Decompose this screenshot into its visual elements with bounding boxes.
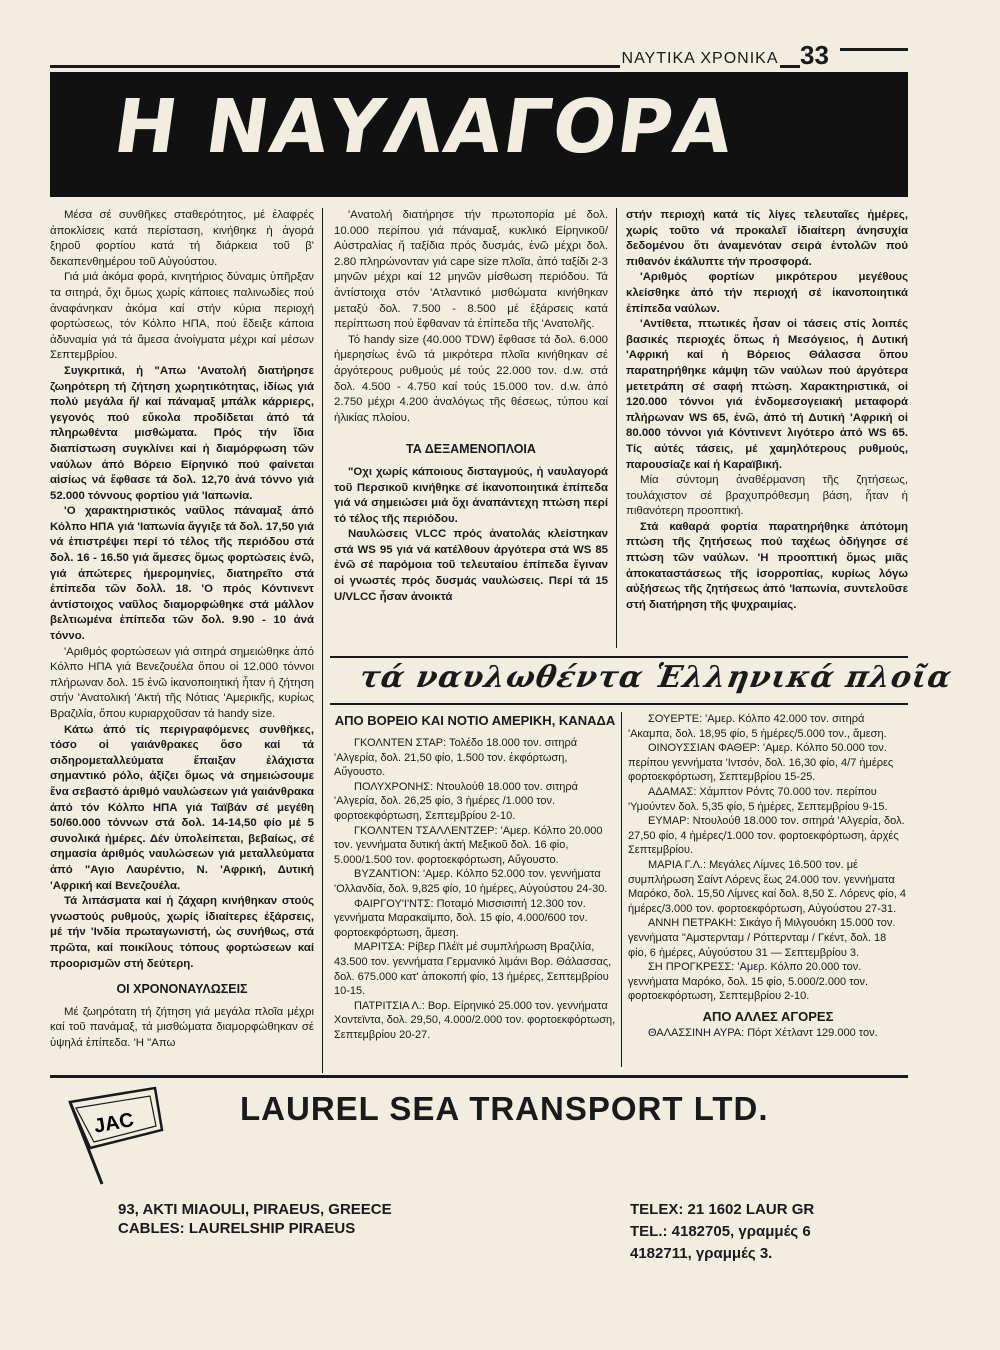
paragraph: στήν περιοχή κατά τίς λίγες τελευταῖες ἡμέρες, χωρίς τοῦτο νά προκαλεῖ ἰδιαίτερη ἀνησυχία δεδομένου ὅτι ἀναμενόταν σειρά ἐντολῶν πού πιθανόν ἐκάλυπτε τήν προσφορά. (626, 209, 908, 268)
column-divider (322, 208, 323, 1073)
ship-entry: ΑΔΑΜΑΣ: Χάμπτον Ρόντς 70.000 τον. περίπου 'Υμούντεν δολ. 5,35 φίο, 5 ἡμέρες, Σεπτεμβρίου 9-15. (628, 785, 888, 813)
ad-top-rule (50, 1075, 908, 1078)
paragraph: Μέσα σέ συνθῆκες σταθερότητος, μέ ἐλαφρές ἀποκλίσεις κατά περίσταση, κινήθηκε ἡ ἀγορά ξηροῦ φορτίου κατά τή διάρκεια τοῦ β' δεκαπενθημέρου τοῦ Αὐγούστου. (50, 209, 314, 268)
ad-telephone: TEL.: 4182705, γραμμές 6 (630, 1223, 811, 1240)
flag-label: JAC (92, 1109, 136, 1138)
ad-cables: CABLES: LAURELSHIP PIRAEUS (118, 1220, 356, 1237)
ship-entry: ΜΑΡΙΤΣΑ: Ρίβερ Πλέϊτ μέ συμπλήρωση Βραζιλία, 43.500 τον. γεννήματα Γερμανικό λιμάνι Βορ. Θάλασσας, δολ. 675.000 κατ' ἀποκοπή φίο, 13 ἡμέρες, Σεπτεμβρίου 10-15. (334, 941, 612, 998)
ad-telephone-2: 4182711, γραμμές 3. (630, 1245, 773, 1262)
paragraph: 'Ανατολή διατήρησε τήν πρωτοπορία μέ δολ. 10.000 περίπου γιά πάναμαξ, κυκλικό Είρηνικοῦ/ Αὐστραλίας ἤ ταξίδια πρός δυσμάς, ἐνῶ μέχρι δολ. 2.80 πληρώνονταν γιά cape size πλοῖα, ἀπό ταξίδι 2-3 μηνῶν μέχρι καί 12 μηνῶν μίσθωση περιόδου. Τά ἀντίστοιχα στόν 'Ατλαντικό μισθώματα κινήθηκαν μεταξύ δολ. 7.500 - 8.500 μέ ἐξάρσεις κατά περίπτωση πού ἔφθαναν τά ἐπίπεδα τῆς 'Ανατολῆς. (334, 209, 608, 331)
magazine-name: ΝΑΥΤΙΚΑ ΧΡΟΝΙΚΑ (621, 50, 779, 67)
paragraph: Τό handy size (40.000 TDW) ἔφθασε τά δολ. 6.000 ἡμερησίως ἐνῶ τά μικρότερα πλοῖα κινήθηκαν σέ ἀργότερους ρυθμούς μέ τούς 22.000 τον. d.w. στά δολ. 4.500 - 4.750 καί τούς 15.000 τον. d.w. ἀπό 2.750 μέχρι 4.200 ἀναλόγως τῆς θέσεως, τύπου καί ἡλικίας πλοίου. (334, 333, 608, 424)
ships-top-rule (330, 656, 908, 658)
paragraph: 'Αριθμός φορτώσεων γιά σιτηρά σημειώθηκε ἀπό Κόλπο ΗΠΑ γιά Βενεζουέλα ὅπου οἱ 12.000 τόννοι πλήρωναν δολ. 15 ἐνῶ ἱκανοποιητική ἦταν ἡ ζήτηση στήν 'Ανατολική 'Ακτή τῆς Νότιας 'Αμερικῆς, κυρίως Βραζιλία, ὅπου κυριαρχοῦσαν τά handy size. (50, 645, 314, 720)
paragraph: Μέ ζωηρότατη τή ζήτηση γιά μεγάλα πλοῖα μέχρι καί τοῦ πανάμαξ, τά μισθώματα διαμορφώθηκαν σέ ὑψηλά ἐπίπεδα. 'Η "Απω (50, 1005, 314, 1049)
paragraph: 'Ο χαρακτηριστικός ναῦλος πάναμαξ ἀπό Κόλπο ΗΠΑ γιά 'Ιαπωνία ἄγγιξε τά δολ. 17,50 γιά νά ἐπιστρέψει περί τό τέλος τῆς περιόδου στά δολ. 16 - 16.50 γιά ἄμεσες ὅμως φορτώσεις ἐνῶ, γιά ἀπώτερες ἡμερομηνίες, διατηρεῖτο στά ἐπίπεδα τῶν δολλ. 18. 'Ο πρός Κόντινεντ ἀντίστοιχος ναῦλος διαμορφώθηκε στά μάλλον βελτιωμένα ἐπίπεδα τῶν δολ. 9.90 - 10 ἀνά τόννο. (50, 505, 314, 643)
header-rule-right (840, 48, 908, 51)
paragraph: Στά καθαρά φορτία παρατηρήθηκε ἀπότομη πτώση τῆς ζητήσεως πού ταχέως ὁδήγησε σέ πτώση τῶν ναύλων. 'Η προοπτική ὅμως μιᾶς ἀποκαταστάσεως τῆς ἰσορροπίας, κυρίως λόγω αὐξήσεως τῆς ζητήσεως ἀπό 'Ιαπωνία, συντελοῦσε στή διατήρηση τῆς ψυχραιμίας. (626, 520, 908, 611)
ships-title-rule (330, 703, 908, 705)
ship-entry: ΜΑΡΙΑ Γ.Λ.: Μεγάλες Λίμνες 16.500 τον. μέ συμπλήρωση Σαίντ Λόρενς ἕως 24.000 τον. γεννήματα Μαρόκο, δολ. 15,50 Λίμνες καί δολ. 8,50 Σ. Λόρενς φίο, 4 ἡμέρες/3.000 τον. φορτοεκφόρτωση, Αὐγούστου 27-31. (628, 858, 907, 915)
paragraph: Συγκριτικά, ἡ "Απω 'Ανατολή διατήρησε ζωηρότερη τή ζήτηση χωρητικότητας, ἰδίως γιά πολύ μεγάλα ἤ/ καί πάναμαξ μπάλκ κάρριερς, γεγονός πού εὔκολα προδίδεται ἀπό τά πληρωθέντα μισθώματα. Πρός τήν ἴδια διαπίστωση συγκλίνει καί ἡ διαμόρφωση τῶν ναύλων ἀπό Βόρειο Είρηνικό πού φαίνεται αἰσίως νά ἔφθασε τά δολ. 12,70 ἀνά τόννο γιά 52.000 τόννους φορτίου γιά 'Ιαπωνία. (50, 364, 314, 502)
ship-entry: ΓΚΟΛΝΤΕΝ ΣΤΑΡ: Τολέδο 18.000 τον. σιτηρά 'Αλγερία, δολ. 21,50 φίο, 1.500 τον. ἐκφόρτωση, Αὔγουστο. (334, 737, 578, 779)
ships-column-right (628, 712, 908, 1040)
heading-america: ΑΠΟ ΒΟΡΕΙΟ ΚΑΙ ΝΟΤΙΟ ΑΜΕΡΙΚΗ, ΚΑΝΑΔΑ (334, 713, 616, 728)
ship-entry: ΠΟΛΥΧΡΟΝΗΣ: Ντουλούθ 18.000 τον. σιτηρά 'Αλγερία, δολ. 26,25 φίο, 3 ἡμέρες /1.000 τον. φορτοεκφόρτωση, Σεπτεμβρίου 2-10. (334, 780, 579, 822)
ship-entry: ΦΑΙΡΓΟΥ'Ι'ΝΤΣ: Ποταμό Μισσισιπή 12.300 τον. γεννήματα Μαρακαϊμπο, δολ. 15 φίο, 4.000/600 τον. φορτοεκφόρτωση, ἄμεση. (334, 897, 588, 939)
ship-entry: ΑΝΝΗ ΠΕΤΡΑΚΗ: Σικάγο ἤ Μιλγουόκη 15.000 τον. γεννήματα "Αμστερνταμ / Ρόττερνταμ / Γκέντ, δολ. 18 φίο, 6 ἡμέρες, Αὐγούστου 31 — Σεπτεμβρίου 3. (628, 917, 896, 959)
ships-column-left (334, 712, 616, 1042)
ad-telex: TELEX: 21 1602 LAUR GR (630, 1201, 815, 1218)
ship-entry: ΕΥΜΑΡ: Ντουλούθ 18.000 τον. σιτηρά 'Αλγερία, δολ. 27,50 φίο, 4 ἡμέρες/1.000 τον. φορτοεκφόρτωση, ἀρχές Σεπτεμβρίου. (628, 815, 905, 857)
jac-flag-logo (60, 1084, 170, 1192)
page-number: 33 (800, 40, 829, 70)
column-1 (50, 208, 314, 1051)
paragraph: "Οχι χωρίς κάποιους δισταγμούς, ἡ ναυλαγορά τοῦ Περσικοῦ κινήθηκε σέ ἱκανοποιητικά ἐπίπεδα γιά νά σημειώσει μιά ὄχι ἀναπάντεχη πτώση περί τό τέλος τῆς περιόδου. (334, 465, 608, 525)
ship-entry: ΓΚΟΛΝΤΕΝ ΤΣΑΛΛΕΝΤΖΕΡ: 'Αμερ. Κόλπο 20.000 τον. γεννήματα δυτική ἀκτή Μεξικοῦ δολ. 16 φίο, 5.000/1.500 τον. φορτοεκφόρτωση, Αὔγουστο. (334, 824, 603, 866)
paragraph: 'Αντίθετα, πτωτικές ἦσαν οἱ τάσεις στίς λοιπές βασικές περιοχές ὅπως ἡ Μεσόγειος, ἡ Δυτική 'Αφρική καί ἡ Βόρειος Θάλασσα ὅπου παρατηρήθηκε κάμψη τῶν ναύλων πού ἀργότερα μετετράπη σέ σαφή πτώση. Χαρακτηριστικά, οἱ 120.000 τόννοι γιά ἐνδομεσογειακή μεταφορά πλήρωναν WS 65, ἐνῶ, ἀπό τή Δυτική 'Αφρική οἱ 80.000 τόννοι γιά Κόντινεντ λιγότερο ἀπό WS 65. Τίς αὐτές τάσεις, μέ χαμηλότερους ρυθμούς, παρουσίαζε καί ἡ Καραϊβική. (626, 318, 908, 471)
paragraph: Ναυλώσεις VLCC πρός ἀνατολάς κλείστηκαν στά WS 95 γιά νά κατέλθουν ἀργότερα στά WS 85 ἐνῶ σέ παρόμοια τοῦ τελευταίου ἐπίπεδα ἔγιναν οἱ γνωστές πρός δυσμάς ναυλώσεις. Περί τά 15 U/VLCC ἦσαν ἀνοικτά (334, 528, 608, 603)
paragraph: Τά λιπάσματα καί ἡ ζάχαρη κινήθηκαν στούς γνωστούς ρυθμούς, χωρίς ἰδιαίτερες ἐξάρσεις, μέ τήν 'Ινδία πρωταγωνιστή, ὡς συνήθως, στά πρῶτα, καί ποικίλους τόπους φορτώσεων καί προορισμῶν στή δεύτερη. (50, 895, 314, 970)
column-2 (334, 208, 608, 605)
header-rule-mid (780, 65, 800, 68)
ship-entry: ΣΟΥΕΡΤΕ: 'Αμερ. Κόλπο 42.000 τον. σιτηρά 'Ακαμπα, δολ. 18,95 φίο, 5 ἡμέρες/5.000 τον., ἄμεση. (628, 713, 887, 740)
ship-entry: ΟΙΝΟΥΣΣΙΑΝ ΦΑΘΕΡ: 'Αμερ. Κόλπο 50.000 τον. περίπου γεννήματα 'Ιντσόν, δολ. 16,30 φίο, 4/7 ἡμέρες φορτοεκφόρτωση, Σεπτεμβρίου 15-25. (628, 742, 894, 784)
paragraph: 'Αριθμός φορτίων μικρότερου μεγέθους κλείσθηκε ἀπό τήν περιοχή σέ ἱκανοποιητικά ἐπίπεδα ναύλων. (626, 271, 908, 315)
ship-entry: ΣΗ ΠΡΟΓΚΡΕΣΣ: 'Αμερ. Κόλπο 20.000 τον. γεννήματα Μαρόκο, δολ. 15 φίο, 5.000/2.000 τον. φορτοεκφόρτωση, Σεπτεμβρίου 2-10. (628, 961, 869, 1003)
column-3 (626, 208, 908, 613)
ad-address: 93, AKTI MIAOULI, PIRAEUS, GREECE (118, 1201, 392, 1218)
header-rule-left (50, 65, 620, 68)
ships-section-title: τά ναυλωθέντα Ἑλληνικά πλοῖα (356, 660, 955, 695)
ad-company-name: LAUREL SEA TRANSPORT LTD. (240, 1090, 769, 1127)
ship-entry: ΠΑΤΡΙΤΣΙΑ Λ.: Βορ. Είρηνικό 25.000 τον. γεννήματα Χοντεϊντα, δολ. 29,50, 4.000/2.000 τον. φορτοεκφόρτωση, Σεπτεμβρίου 20-27. (334, 999, 616, 1041)
paragraph: Μία σύντομη ἀναθέρμανση τῆς ζητήσεως, τουλάχιστον σέ βραχυπρόθεσμη βάση, ἦταν ἡ πιθανότερη προοπτική. (626, 474, 908, 518)
heading-time-charters: ΟΙ ΧΡΟΝΟΝΑΥΛΩΣΕΙΣ (116, 982, 248, 997)
section-title: Η ΝΑΥΛΑΓΟΡΑ (108, 84, 740, 170)
ship-entry: ΘΑΛΑΣΣΙΝΗ ΑΥΡΑ: Πόρτ Χέτλαντ 129.000 τον. (648, 1026, 878, 1039)
column-divider (616, 208, 617, 648)
paragraph: Γιά μιά ἀκόμα φορά, κινητήριος δύναμις ὑπῆρξαν τα σιτηρά, ὄχι ὅμως χωρίς κάποιες παλινωδίες πού ἀναφάνηκαν ἀκόμα καί στήν κύρια περιοχή φορτώσεως, τόν Κόλπο ΗΠΑ, πού ἔδειξε κάποια ἀδυναμία γιά τά ἄμεσα ἀνοίγματα μέχρι καί μέσων Σεπτεμβρίου. (50, 271, 314, 362)
heading-tankers: ΤΑ ΔΕΞΑΜΕΝΟΠΛΟΙΑ (406, 442, 536, 457)
ships-column-divider (621, 712, 622, 1067)
ship-entry: ΒΥΖΑΝΤΙΟΝ: 'Αμερ. Κόλπο 52.000 τον. γεννήματα 'Ολλανδία, δολ. 9,825 φίο, 10 ἡμέρες, Αὐγούστου 24-30. (334, 868, 608, 895)
paragraph: Κάτω ἀπό τίς περιγραφόμενες συνθῆκες, τόσο οἱ γαιάνθρακες ὅσο καί τά σιδηρομεταλλεύματα ἔπαιξαν ἐλάχιστα σημαντικό ρόλο, ἀξίζει ὅμως νά σημειώσουμε ἕνα σεβαστό ἀριθμό ναυλώσεων γιά γαιάνθρακα ἀπό τόν Κόλπο ΗΠΑ γιά Ταϊβάν σέ μεγέθη 50/60.000 τόννων στά δολ. 14-14,50 φίο μέ 5 συνολικά ἡμέρες. Δέν ὑπολείπεται, βεβαίως, σέ σημασία ἀριθμός ναυλώσεων γιά μεταλλεύματα ἀπό "Αγιο Λαυρέντιο, Ν. 'Αφρική, Δυτική 'Αφρική καί Βενεζουέλα. (50, 723, 314, 892)
heading-other-markets: ΑΠΟ ΑΛΛΕΣ ΑΓΟΡΕΣ (702, 1008, 834, 1024)
